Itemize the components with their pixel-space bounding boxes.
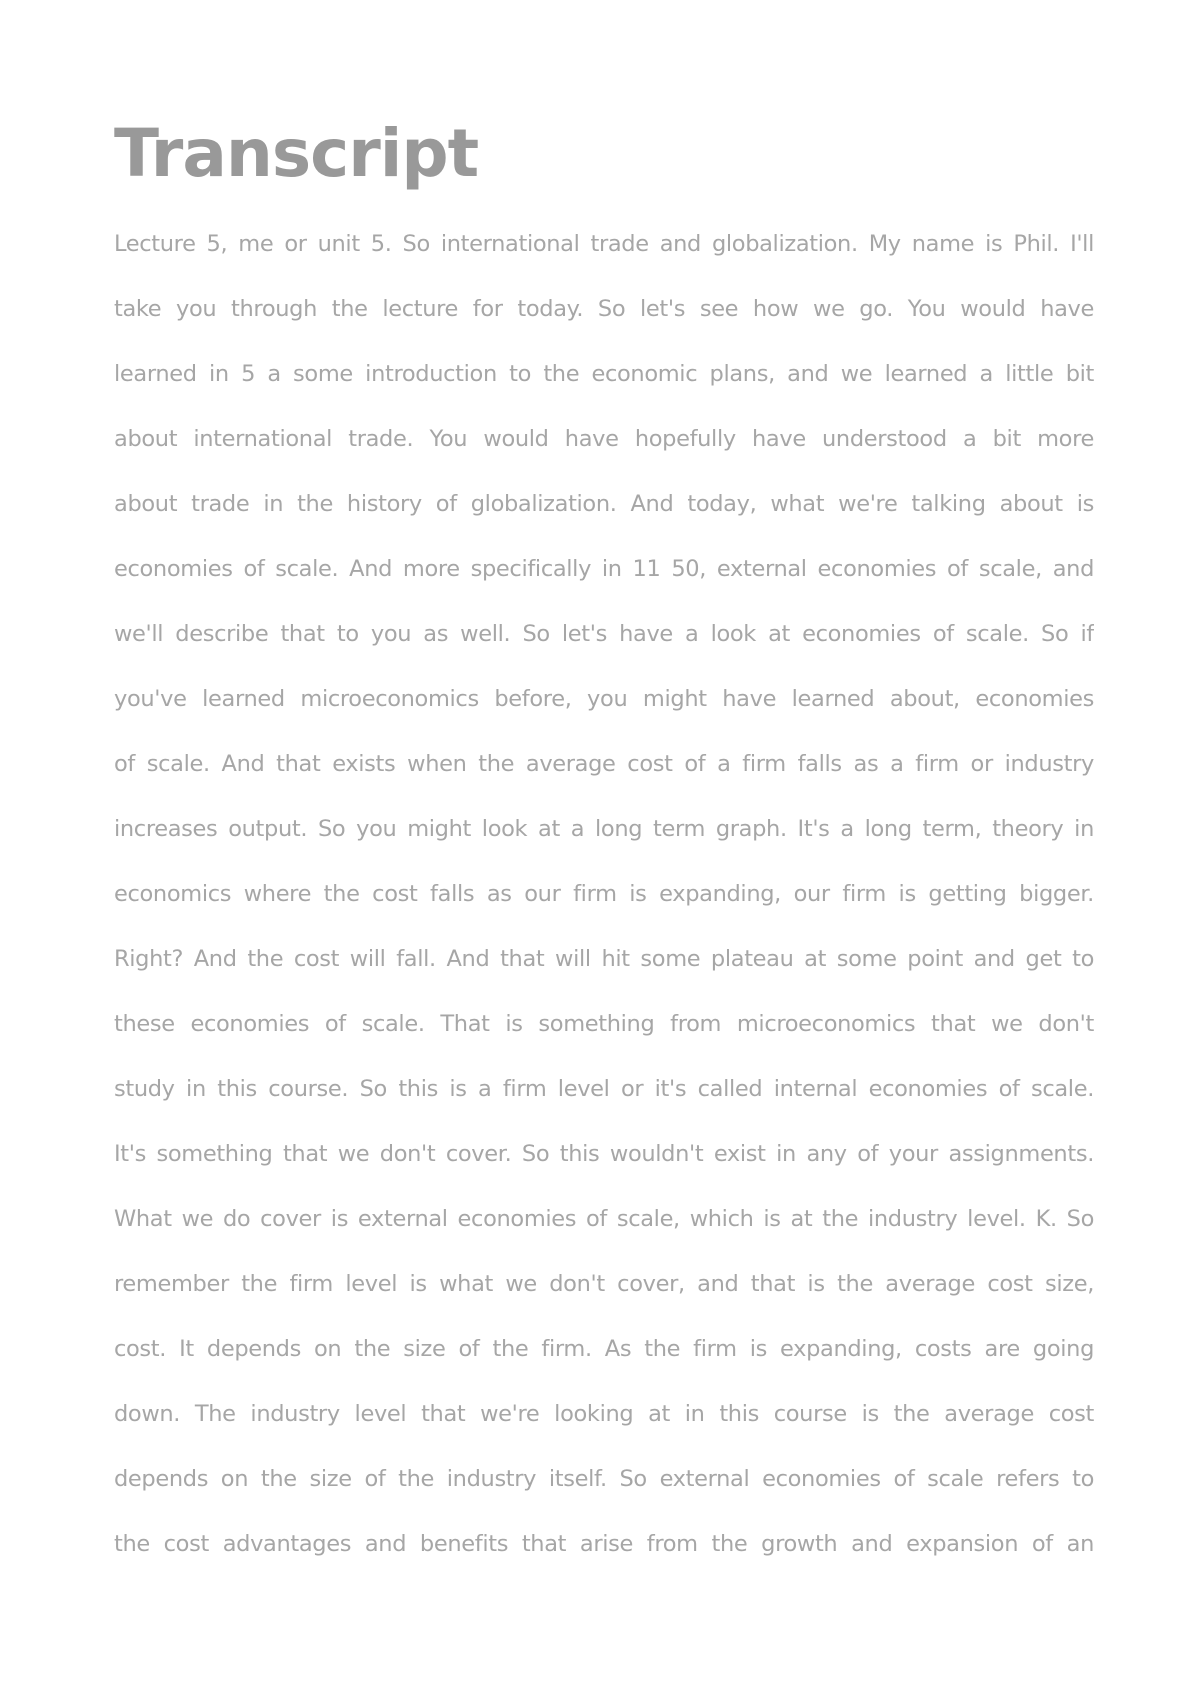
transcript-line: of scale. And that exists when the average cost of a firm falls as a firm or industry [114,751,1094,777]
transcript-line: these economies of scale. That is something from microeconomics that we don't [114,1011,1094,1037]
transcript-line: economics where the cost falls as our firm is expanding, our firm is getting bigger. [114,881,1094,907]
transcript-line: It's something that we don't cover. So this wouldn't exist in any of your assignments. [114,1141,1094,1167]
transcript-line: cost. It depends on the size of the firm. As the firm is expanding, costs are going [114,1336,1094,1362]
transcript-line: study in this course. So this is a firm level or it's called internal economies of scale. [114,1076,1094,1102]
transcript-line: about international trade. You would have hopefully have understood a bit more [114,426,1094,452]
transcript-body [114,212,1094,1577]
transcript-line: Lecture 5, me or unit 5. So international trade and globalization. My name is Phil. I'll [114,231,1094,257]
transcript-line: learned in 5 a some introduction to the economic plans, and we learned a little bit [114,361,1094,387]
transcript-line: remember the firm level is what we don't cover, and that is the average cost size, [114,1271,1094,1297]
transcript-line: take you through the lecture for today. So let's see how we go. You would have [114,296,1094,322]
transcript-line: depends on the size of the industry itself. So external economies of scale refers to [114,1466,1094,1492]
transcript-line: Right? And the cost will fall. And that will hit some plateau at some point and get to [114,946,1094,972]
transcript-line: What we do cover is external economies of scale, which is at the industry level. K. So [114,1206,1094,1232]
transcript-line: you've learned microeconomics before, you might have learned about, economies [114,686,1094,712]
transcript-line: we'll describe that to you as well. So let's have a look at economies of scale. So if [114,621,1094,647]
transcript-line: down. The industry level that we're looking at in this course is the average cost [114,1401,1094,1427]
transcript-line: the cost advantages and benefits that arise from the growth and expansion of an [114,1531,1094,1557]
transcript-line: economies of scale. And more specifically in 11 50, external economies of scale, and [114,556,1094,582]
page-title: Transcript [114,115,479,192]
transcript-line: increases output. So you might look at a long term graph. It's a long term, theory in [114,816,1094,842]
transcript-line: about trade in the history of globalization. And today, what we're talking about is [114,491,1094,517]
